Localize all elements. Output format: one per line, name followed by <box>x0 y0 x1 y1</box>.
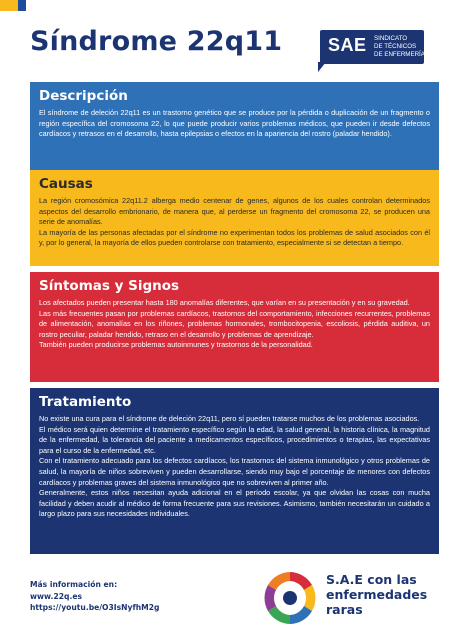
section-body: La mayoría de las personas afectadas por el síndrome no experimentan todos los problemas de salud asociados con él y, por lo general, la mayoría de ellos pueden controlarse con tratamiento, especialmente si se detectan a tiempo. <box>39 227 430 248</box>
link-youtube[interactable]: https://youtu.be/O3IsNyfhM2g <box>30 603 160 612</box>
sae-logo <box>320 30 424 64</box>
section-heading: Tratamiento <box>39 394 132 410</box>
logo-caption-line: SINDICATO <box>374 35 408 42</box>
section-body: Las más frecuentes pasan por problemas cardíacos, trastornos del comportamiento, infecciones recurrentes, problemas de alimentación, anomalías en los riñones, problemas hormonales, trombocitopenia, escoliosis, pérdida auditiva, un rostro peculiar, paladar hendido, retraso en el desarrollo y problemas de aprendizaje. <box>39 308 430 339</box>
logo-caption <box>374 35 424 59</box>
logo-center-dot <box>283 591 297 605</box>
more-info <box>30 579 159 614</box>
logo-caption-line: DE TÉCNICOS <box>374 43 417 50</box>
section-body: El médico será quien determine el tratamiento específico según la edad, la salud general, la historia clínica, la magnitud de la enfermedad, la tolerancia del paciente a medicamentos específicos, procedimientos o terapias, las expectativas para el curso de la enfermedad, etc. <box>39 424 430 455</box>
section-heading: Descripción <box>39 88 128 104</box>
section-tratamiento <box>30 388 439 554</box>
section-body: Con el tratamiento adecuado para los defectos cardíacos, los trastornos del sistema inmunológico y otros problemas de salud, la mayoría de niños sobreviven y pueden desarrollarse, siendo muy bajo el porcentaje de menores con defectos cardíacos y problemas graves del sistema inmunológico que no sobreviven al primer año. <box>39 456 430 487</box>
rare-line: raras <box>326 602 363 617</box>
section-heading: Causas <box>39 176 93 192</box>
rare-line: enfermedades <box>326 587 428 602</box>
logo-caption-line: DE ENFERMERÍA <box>374 51 425 58</box>
section-body: No existe una cura para el síndrome de deleción 22q11, pero sí pueden tratarse muchos de los problemas asociados. <box>39 414 420 423</box>
corner-accent-blue <box>18 0 26 11</box>
more-info-label: Más información en: <box>30 580 118 589</box>
section-heading: Síntomas y Signos <box>39 278 180 294</box>
rare-diseases-title <box>326 572 427 617</box>
section-body: Generalmente, estos niños necesitan ayuda adicional en el período escolar, ya que olvidan las cosas con mucha facilidad y deben acudir al médico de forma frecuente para sus revisiones. Asimismo, también necesitarán un cuidado a largo plazo para sus necesidades individuales. <box>39 488 430 519</box>
section-sintomas <box>30 272 439 382</box>
rare-diseases-logo <box>260 568 320 628</box>
page-title: Síndrome 22q11 <box>30 26 283 57</box>
logo-speech-tail <box>318 62 326 72</box>
rare-line: S.A.E con las <box>326 572 417 587</box>
section-body: La región cromosómica 22q11.2 alberga medio centenar de genes, algunos de los cuales controlan determinados aspectos del desarrollo embrionario, de manera que, al perderse un fragmento del cromosoma 22, se producen una serie de anomalías. <box>39 196 430 227</box>
corner-accent-yellow <box>0 0 18 11</box>
section-causas <box>30 170 439 266</box>
link-22q[interactable]: www.22q.es <box>30 591 83 601</box>
section-body: También pueden producirse problemas autoinmunes y trastornos de la personalidad. <box>39 340 313 350</box>
section-body: Los afectados pueden presentar hasta 180 anomalías diferentes, que varían en su presentación y en su gravedad. <box>39 298 410 307</box>
section-body: El síndrome de deleción 22q11 es un trastorno genético que se produce por la pérdida o duplicación de un fragmento o región específica del cromosoma 22, lo que puede producir varios problemas médicos, que pueden ir desde defectos cardíacos y retrasos en el desarrollo, hasta epilepsias o efectos en la apariencia del rostro (paladar hendido). <box>39 108 430 139</box>
logo-mark: SAE <box>328 35 367 55</box>
